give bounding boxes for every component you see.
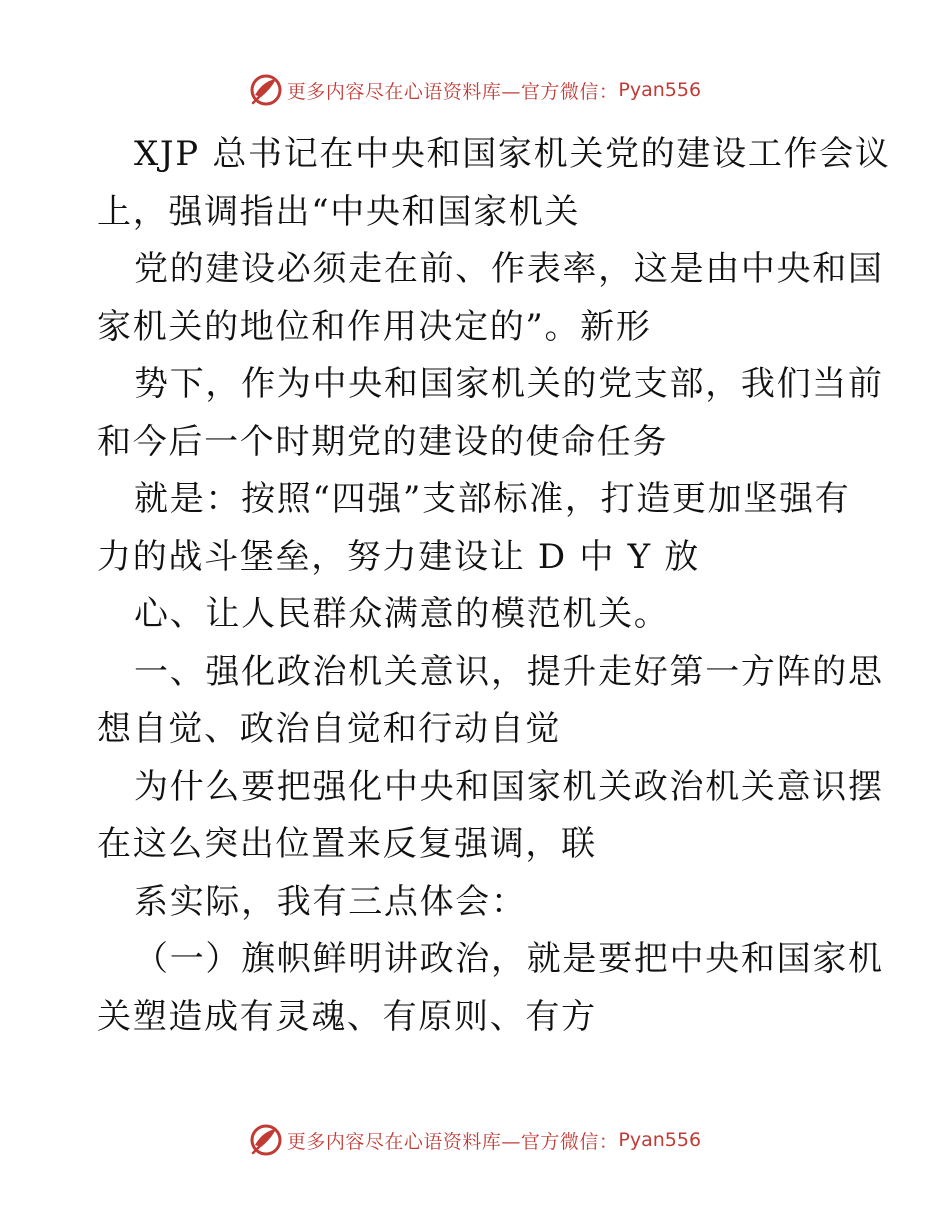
body-line: 为什么要把强化中央和国家机关政治机关意识摆	[134, 766, 884, 807]
body-line: 家机关的地位和作用决定的”。新形	[97, 306, 652, 347]
body-line: 力的战斗堡垒，努力建设让 D 中 Y 放	[97, 536, 700, 577]
footer-watermark-banner	[0, 1120, 950, 1160]
body-line: 在这么突出位置来反复强调，联	[97, 824, 597, 864]
subsection-heading-line: 关塑造成有灵魂、有原则、有方	[97, 996, 597, 1037]
subsection-heading-line: （一）旗帜鲜明讲政治，就是要把中央和国家机	[134, 939, 884, 979]
quill-logo-icon	[249, 1123, 283, 1157]
body-line: 就是：按照“四强”支部标准，打造更加坚强有	[134, 479, 851, 519]
header-watermark-banner	[0, 70, 950, 110]
document-body	[97, 126, 891, 1046]
body-line: 党的建设必须走在前、作表率，这是由中央和国	[134, 249, 884, 289]
body-line: XJP 总书记在中央和国家机关党的建设工作会议	[134, 134, 891, 174]
header-banner-text: 更多内容尽在心语资料库—官方微信：	[286, 80, 619, 103]
footer-banner-text: 更多内容尽在心语资料库—官方微信：	[286, 1130, 619, 1153]
footer-wechat-id: Pyan556	[618, 1129, 702, 1151]
body-line: 势下，作为中央和国家机关的党支部，我们当前	[134, 364, 884, 404]
body-line: 上，强调指出“中央和国家机关	[97, 191, 581, 232]
section-heading-line: 一、强化政治机关意识，提升走好第一方阵的思	[134, 651, 884, 692]
body-line: 心、让人民群众满意的模范机关。	[134, 594, 670, 634]
section-heading-line: 想自觉、政治自觉和行动自觉	[97, 709, 562, 749]
body-line: 和今后一个时期党的建设的使命任务	[97, 421, 669, 462]
header-wechat-id: Pyan556	[618, 79, 702, 101]
body-line: 系实际，我有三点体会：	[134, 881, 527, 922]
quill-logo-icon	[249, 73, 283, 107]
